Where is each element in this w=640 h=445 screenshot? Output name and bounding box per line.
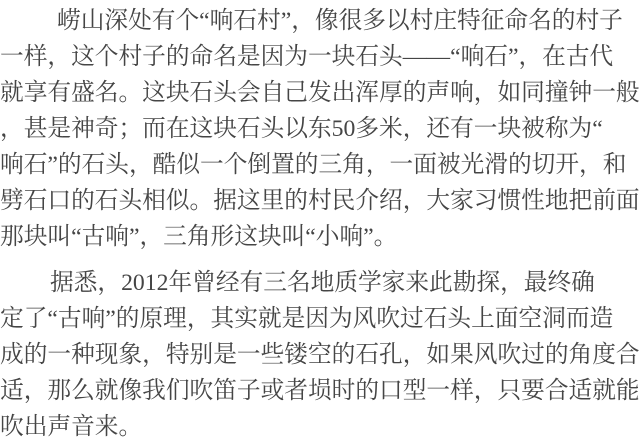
text-line: 劈石口的石头相似。据这里的村民介绍，大家习惯性地把前面: [0, 188, 640, 214]
text-line: 吹出声音来。: [0, 414, 143, 440]
text-line: 那块叫“古响”，三角形这块叫“小响”。: [0, 224, 398, 250]
paragraph-1: [0, 3, 640, 255]
text-line: 崂山深处有个“响石村”，像很多以村庄特征命名的村子: [57, 8, 623, 34]
text-line: 据悉，2012年曾经有三名地质学家来此勘探，最终确: [50, 270, 595, 296]
text-line: 成的一种现象，特别是一些镂空的石孔，如果风吹过的角度合: [0, 342, 640, 368]
text-line: 就享有盛名。这块石头会自己发出浑厚的声响，如同撞钟一般: [0, 80, 640, 106]
text-line: 适，那么就像我们吹笛子或者埙时的口型一样，只要合适就能: [0, 378, 640, 404]
text-line: 响石”的石头，酷似一个倒置的三角，一面被光滑的切开，和: [0, 152, 627, 178]
text-line: ，甚是神奇；而在这块石头以东50多米，还有一块被称为“: [0, 116, 603, 142]
text-line: 定了“古响”的原理，其实就是因为风吹过石头上面空洞而造: [0, 306, 614, 332]
text-line: 一样，这个村子的命名是因为一块石头——“响石”，在古代: [0, 44, 614, 70]
paragraph-2: [0, 265, 640, 445]
